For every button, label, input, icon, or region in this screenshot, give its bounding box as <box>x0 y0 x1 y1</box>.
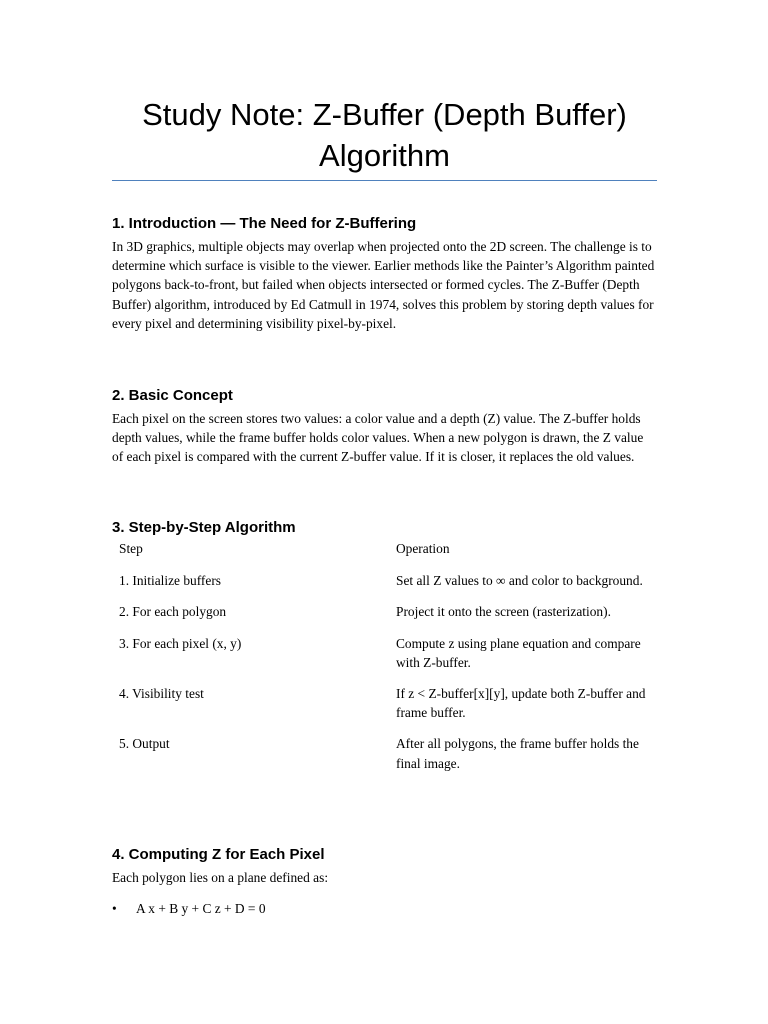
table-cell-operation: Project it onto the screen (rasterization). <box>396 604 611 620</box>
section-body-introduction: In 3D graphics, multiple objects may overlap when projected onto the 2D screen. The challenge is to determine which surface is visible to the viewer. Earlier methods like the Painter’s Algorithm painted polygons back-to-front, but failed when objects intersected or formed cycles. The Z-Buffer (Depth Buffer) algorithm, introduced by Ed Catmull in 1974, solves this problem by storing depth values for every pixel and determining visibility pixel-by-pixel. <box>112 239 655 331</box>
plane-equation: A x + B y + C z + D = 0 <box>136 901 266 916</box>
title-line-2: Algorithm <box>319 138 450 173</box>
list-item <box>112 899 266 918</box>
section-body-basic-concept: Each pixel on the screen stores two values: a color value and a depth (Z) value. The Z-buffer holds depth values, while the frame buffer holds color values. When a new polygon is drawn, the Z value of each pixel is compared with the current Z-buffer value. If it is closer, it replaces the old values. <box>112 411 644 465</box>
section-body-computing-z: Each polygon lies on a plane defined as: <box>112 870 329 885</box>
table-row <box>112 571 657 602</box>
table-cell-step: 2. For each polygon <box>119 604 227 620</box>
table-cell-operation: If z < Z-buffer[x][y], update both Z-buffer and frame buffer. <box>396 686 646 721</box>
table-cell-step: 4. Visibility test <box>119 686 204 702</box>
table-row <box>112 634 657 684</box>
section-heading-basic-concept: 2. Basic Concept <box>112 387 233 404</box>
table-cell-step: 5. Output <box>119 736 170 752</box>
table-header-step: Step <box>119 541 143 556</box>
section-heading-step-by-step: 3. Step-by-Step Algorithm <box>112 519 296 536</box>
title-underline-rule <box>112 180 657 181</box>
table-header-operation: Operation <box>396 541 450 556</box>
table-cell-operation: After all polygons, the frame buffer holds the final image. <box>396 736 639 771</box>
table-cell-operation: Set all Z values to ∞ and color to background. <box>396 573 643 589</box>
table-cell-step: 3. For each pixel (x, y) <box>119 635 242 651</box>
algorithm-steps-table <box>112 539 657 785</box>
table-row <box>112 734 657 784</box>
section-heading-introduction: 1. Introduction — The Need for Z-Buffering <box>112 215 417 232</box>
table-header-row <box>112 539 657 571</box>
title-line-1: Study Note: Z-Buffer (Depth Buffer) <box>142 97 627 132</box>
table-cell-operation: Compute z using plane equation and compare with Z-buffer. <box>396 635 641 670</box>
table-cell-step: 1. Initialize buffers <box>119 573 222 589</box>
section-heading-computing-z: 4. Computing Z for Each Pixel <box>112 846 325 863</box>
table-row <box>112 602 657 633</box>
bullet-icon: • <box>112 901 117 916</box>
table-row <box>112 684 657 734</box>
plane-equation-list <box>112 899 266 918</box>
document-title <box>112 94 657 176</box>
